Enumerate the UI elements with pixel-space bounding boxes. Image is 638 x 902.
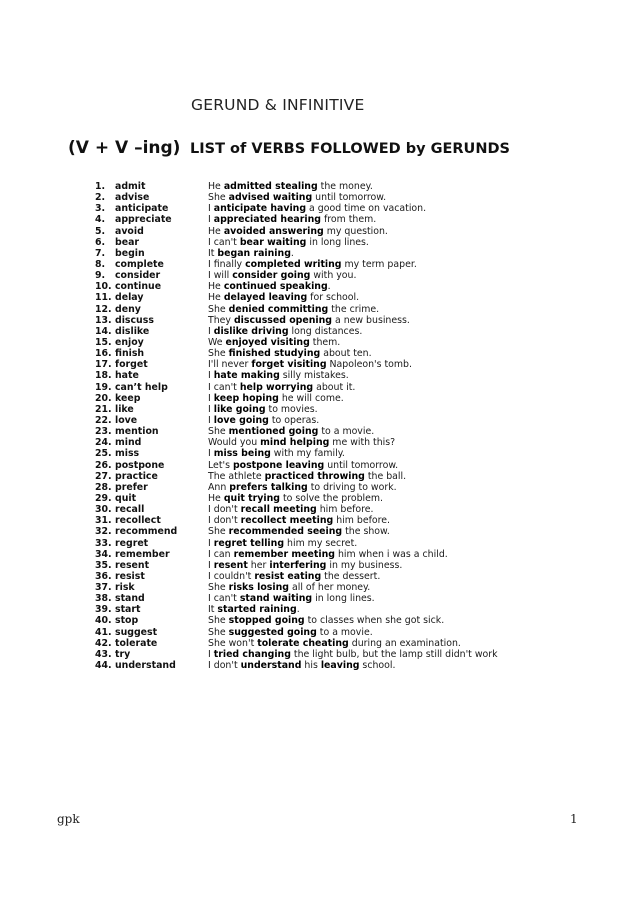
sentence-text: She [208,626,229,638]
sentence-text: . [290,247,294,259]
sentence-text: She [208,615,229,627]
item-number: 3. [95,203,106,215]
sentence-text: He [208,281,224,293]
verb: deny [115,303,141,315]
sentence-text: the ball. [364,470,407,482]
item-number: 19. [95,381,112,393]
example-sentence [208,471,406,482]
example-sentence [208,571,380,582]
verb: anticipate [115,203,169,215]
sentence-text: . [296,604,300,616]
example-sentence [208,627,373,638]
example-sentence [208,226,388,237]
gerund-phrase: bear waiting [239,236,307,248]
verb: miss [115,448,140,460]
sentence-text: him when i was a child. [334,548,448,560]
item-number: 11. [95,292,112,304]
gerund-phrase: practiced throwing [264,470,365,482]
gerund-phrase: mentioned going [228,426,319,438]
example-sentence [208,281,331,292]
example-sentence [208,270,356,281]
example-sentence [208,348,372,359]
gerund-phrase: avoided answering [223,225,324,237]
sentence-text: to a movie. [318,426,375,438]
example-sentence [208,359,412,370]
item-number: 1. [95,181,106,192]
item-number: 36. [95,570,112,582]
sentence-text: me with this? [329,437,396,449]
heading-text: LIST of VERBS FOLLOWED by GERUNDS [190,141,510,157]
item-number: 39. [95,604,112,616]
verb: advise [115,192,150,204]
sentence-text: I [208,648,214,660]
sentence-text: He [208,181,224,192]
sentence-text: silly mistakes. [279,370,349,382]
item-number: 38. [95,593,112,605]
gerund-phrase: appreciated hearing [213,214,321,226]
verb: enjoy [115,336,144,348]
verb: begin [115,247,145,259]
gerund-phrase: miss being [213,448,271,460]
sentence-text: I don't [208,515,241,527]
item-number: 41. [95,626,112,638]
gerund-phrase: interfering [269,559,327,571]
example-sentence [208,292,359,303]
sentence-text: the light bulb, but the lamp still didn't work [290,648,498,660]
sentence-text: all of her money. [288,582,371,594]
verb: like [115,403,134,415]
verb: regret [115,537,149,549]
sentence-text: I [208,392,214,404]
verb: appreciate [115,214,172,226]
sentence-text: I can't [208,381,240,393]
heading-pattern: (V + V –ing) [68,138,181,158]
sentence-text: the show. [342,526,390,538]
item-number: 17. [95,359,112,371]
gerund-phrase: prefers talking [229,481,308,493]
verb: complete [115,258,164,270]
item-number: 24. [95,437,112,449]
sentence-text: I [208,214,214,226]
example-sentence [208,415,319,426]
sentence-text: Would you [208,437,261,449]
example-sentence [208,593,375,604]
example-sentence [208,326,362,337]
sentence-text: to operas. [268,414,320,426]
example-sentence [208,660,395,671]
gerund-phrase: recollect meeting [240,515,334,527]
example-sentence [208,337,340,348]
sentence-text: until tomorrow. [312,192,387,204]
item-number: 22. [95,414,112,426]
sentence-text: Let's [208,459,233,471]
gerund-phrase: tolerate cheating [257,637,349,649]
sentence-text: I can't [208,593,240,605]
sentence-text: He [208,492,224,504]
example-sentence [208,203,426,214]
example-sentence [208,515,390,526]
gerund-phrase: began raining [217,247,291,259]
sentence-text: to a movie. [316,626,373,638]
sentence-text: I don't [208,660,241,672]
example-sentence [208,493,383,504]
item-number: 32. [95,526,112,538]
item-number: 43. [95,648,112,660]
sentence-text: I [208,559,214,571]
sentence-text: my term paper. [341,258,417,270]
verb: delay [115,292,144,304]
gerund-phrase: completed writing [245,258,342,270]
sentence-text: She [208,526,229,538]
gerund-phrase: help worrying [239,381,314,393]
example-sentence [208,560,402,571]
sentence-text: They [208,314,234,326]
sentence-text: in my business. [326,559,403,571]
sentence-text: I'll never [208,359,252,371]
gerund-phrase: resist eating [254,570,322,582]
example-sentence [208,248,294,259]
item-number: 21. [95,403,112,415]
gerund-phrase: recall meeting [240,504,317,516]
item-number: 40. [95,615,112,627]
example-sentence [208,181,373,192]
example-sentence [208,526,390,537]
sentence-text: I can't [208,236,240,248]
gerund-phrase: postpone leaving [232,459,325,471]
verb: love [115,414,138,426]
verb: understand [115,660,176,672]
sentence-text: her [247,559,270,571]
example-sentence [208,582,370,593]
item-number: 28. [95,481,112,493]
list-heading [68,138,510,158]
sentence-text: school. [359,660,396,672]
sentence-text: He [208,292,224,304]
sentence-text: I finally [208,258,246,270]
item-number: 26. [95,459,112,471]
verb: risk [115,582,135,594]
item-number: 14. [95,325,112,337]
sentence-text: It [208,247,218,259]
gerund-phrase: continued speaking [223,281,328,293]
sentence-text: a good time on vacation. [306,203,427,215]
sentence-text: I [208,325,214,337]
verb: hate [115,370,139,382]
sentence-text: She [208,348,229,360]
sentence-text: to classes when she got sick. [304,615,445,627]
sentence-text: She [208,303,229,315]
gerund-phrase: mind helping [260,437,330,449]
sentence-text: I [208,403,214,415]
item-number: 16. [95,348,112,360]
item-number: 30. [95,504,112,516]
gerund-phrase: quit trying [223,492,280,504]
gerund-phrase: delayed leaving [223,292,308,304]
sentence-text: I don't [208,504,241,516]
sentence-text: long distances. [288,325,363,337]
gerund-phrase: started raining [217,604,297,616]
item-number: 34. [95,548,112,560]
verb: prefer [115,481,148,493]
gerund-phrase: stopped going [228,615,305,627]
gerund-phrase: remember meeting [233,548,335,560]
sentence-text: I couldn't [208,570,255,582]
gerund-phrase: tried changing [213,648,291,660]
sentence-text: in long lines. [306,236,369,248]
sentence-text: about ten. [320,348,372,360]
gerund-phrase: stand waiting [239,593,313,605]
gerund-phrase: anticipate having [213,203,307,215]
example-sentence [208,304,379,315]
verb: mind [115,437,142,449]
sentence-text: I can [208,548,234,560]
example-sentence [208,404,318,415]
sentence-text: I will [208,270,233,282]
sentence-text: It [208,604,218,616]
item-number: 4. [95,214,106,226]
item-number: 2. [95,192,106,204]
example-sentence [208,370,349,381]
footer-initials: gpk [57,812,80,826]
verb: resent [115,559,150,571]
sentence-text: Ann [208,481,230,493]
verb: can’t help [115,381,168,393]
example-sentence [208,460,398,471]
sentence-text: the money. [317,181,373,192]
example-sentence [208,638,461,649]
gerund-phrase: regret telling [213,537,285,549]
sentence-text: during an examination. [348,637,461,649]
sentence-text: his [301,660,321,672]
item-number: 12. [95,303,112,315]
item-number: 5. [95,225,106,237]
verb: remember [115,548,170,560]
gerund-phrase: recommended seeing [228,526,343,538]
example-sentence [208,426,374,437]
item-number: 8. [95,258,106,270]
sentence-text: until tomorrow. [324,459,399,471]
example-sentence [208,538,357,549]
sentence-text: He [208,225,224,237]
example-sentence [208,393,344,404]
verb: avoid [115,225,144,237]
verb: postpone [115,459,165,471]
verb: resist [115,570,145,582]
sentence-text: he will come. [278,392,344,404]
gerund-phrase: forget visiting [251,359,327,371]
gerund-phrase: leaving [320,660,360,672]
gerund-phrase: admitted stealing [223,181,318,192]
verb: recall [115,504,145,516]
item-number: 15. [95,336,112,348]
sentence-text: with my family. [270,448,345,460]
item-number: 42. [95,637,112,649]
example-sentence [208,437,395,448]
sentence-text: to driving to work. [307,481,397,493]
item-number: 13. [95,314,112,326]
sentence-text: him before. [333,515,391,527]
example-sentence [208,549,448,560]
example-sentence [208,192,386,203]
example-sentence [208,315,410,326]
gerund-phrase: consider going [232,270,311,282]
item-number: 27. [95,470,112,482]
gerund-phrase: understand [240,660,302,672]
gerund-phrase: hate making [213,370,280,382]
gerund-phrase: enjoyed visiting [225,336,310,348]
gerund-phrase: like going [213,403,266,415]
gerund-phrase: advised waiting [228,192,313,204]
example-sentence [208,482,397,493]
verb: continue [115,281,162,293]
gerund-phrase: resent [213,559,248,571]
example-sentence [208,259,417,270]
sentence-text: She won't [208,637,258,649]
sentence-text: them. [309,336,341,348]
verb: bear [115,236,140,248]
example-sentence [208,649,498,660]
sentence-text: him my secret. [284,537,358,549]
item-number: 7. [95,247,106,259]
item-number: 10. [95,281,112,293]
sentence-text: the crime. [328,303,380,315]
item-number: 18. [95,370,112,382]
sentence-text: to movies. [265,403,318,415]
sentence-text: Napoleon's tomb. [326,359,412,371]
sentence-text: I [208,414,214,426]
sentence-text: She [208,582,229,594]
verb: consider [115,270,161,282]
verb: start [115,604,141,616]
sentence-text: for school. [307,292,360,304]
sentence-text: in long lines. [312,593,375,605]
sentence-text: She [208,192,229,204]
item-number: 6. [95,236,106,248]
gerund-phrase: suggested going [228,626,317,638]
sentence-text: with you. [310,270,357,282]
verb: forget [115,359,148,371]
verb: practice [115,470,158,482]
gerund-phrase: finished studying [228,348,321,360]
sentence-text: I [208,203,214,215]
sentence-text: She [208,426,229,438]
verb: admit [115,181,146,192]
item-number: 23. [95,426,112,438]
verb: finish [115,348,145,360]
item-number: 44. [95,660,112,672]
verb: suggest [115,626,158,638]
page-number: 1 [570,812,578,826]
gerund-phrase: denied committing [228,303,329,315]
item-number: 37. [95,582,112,594]
sentence-text: I [208,370,214,382]
gerund-phrase: risks losing [228,582,289,594]
example-sentence [208,615,444,626]
gerund-phrase: discussed opening [233,314,332,326]
example-sentence [208,448,345,459]
sentence-text: about it. [313,381,356,393]
example-sentence [208,382,355,393]
sentence-text: him before. [316,504,374,516]
sentence-text: I [208,537,214,549]
example-sentence [208,604,300,615]
sentence-text: We [208,336,226,348]
verb: keep [115,392,141,404]
verb: tolerate [115,637,158,649]
example-sentence [208,237,369,248]
sentence-text: . [327,281,331,293]
verb: discuss [115,314,154,326]
item-number: 9. [95,270,106,282]
verb: mention [115,426,159,438]
gerund-phrase: dislike driving [213,325,289,337]
sentence-text: my question. [323,225,388,237]
sentence-text: The athlete [208,470,265,482]
example-sentence [208,504,374,515]
sentence-text: the dessert. [321,570,381,582]
item-number: 20. [95,392,112,404]
sentence-text: I [208,448,214,460]
item-number: 31. [95,515,112,527]
item-number: 33. [95,537,112,549]
verb: quit [115,492,137,504]
gerund-phrase: keep hoping [213,392,279,404]
verb: dislike [115,325,150,337]
item-number: 29. [95,492,112,504]
item-number: 35. [95,559,112,571]
page-title: GERUND & INFINITIVE [191,96,365,114]
sentence-text: a new business. [331,314,410,326]
verb: stand [115,593,145,605]
verb: stop [115,615,139,627]
example-sentence [208,214,376,225]
item-number: 25. [95,448,112,460]
sentence-text: to solve the problem. [279,492,384,504]
sentence-text: from them. [320,214,377,226]
verb: try [115,648,131,660]
verb: recollect [115,515,161,527]
gerund-phrase: love going [213,414,269,426]
verb: recommend [115,526,178,538]
